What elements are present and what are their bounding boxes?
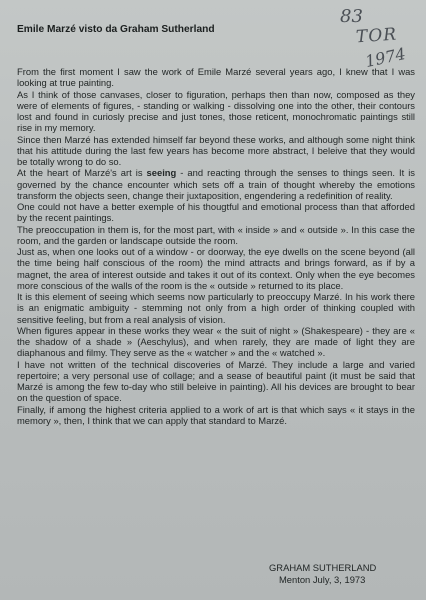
emphasis-text: seeing — [146, 167, 177, 179]
paragraph-text: The preoccupation in them is, for the most part, with « inside » and « outside ». In this case the room, and the garden or landscape outside the room. — [17, 223, 415, 246]
paragraph-text: One could not have a better exemple of his thougtful and emotional process than that afforded by the recent paintings. — [17, 201, 415, 224]
paragraph — [17, 404, 415, 427]
paragraph-text: When figures appear in these works they wear « the suit of night » (Shakespeare) - they are « the shadow of a shade » (Aeschylus), and when rarely, they are made of light they are diaphanous and filmy. They serve as the « watcher » and the « watched ». — [17, 324, 415, 359]
paragraph — [17, 89, 415, 134]
paragraph-text: Since then Marzé has extended himself far beyond these works, and although some night think that his attitude during the last few years has become more abstract, I beleive that they would be totally wrong to do so. — [17, 133, 415, 167]
handwritten-note-number: 83 — [340, 6, 363, 27]
signature-place-date: Menton July, 3, 1973 — [279, 574, 366, 585]
paragraph-text: As I think of those canvases, closer to figuration, perhaps then than now, composed as they were of elements of figures, - standing or walking - dissolving one into the other, their contours lost and found in curiosly precise and just tones, those reticent, monochromatic paintings still rise in my memory. — [17, 88, 415, 134]
paragraph — [17, 201, 415, 224]
paragraph — [17, 224, 415, 247]
handwritten-note-code: TOR — [355, 24, 398, 48]
signature-block — [269, 562, 376, 586]
paragraph — [17, 325, 415, 359]
paragraph-text: At the heart of Marzé's art is — [17, 167, 147, 179]
document-body — [17, 66, 415, 426]
paragraph — [17, 246, 415, 291]
paragraph — [17, 134, 415, 168]
signature-name: GRAHAM SUTHERLAND — [269, 562, 377, 573]
handwritten-note-year: 1974 — [363, 43, 408, 72]
paragraph-text: - and reacting through the senses to things seen. It is governed by the chance encounter which sets off a train of thought whereby the emotions transform the objects seen, change their juxtaposition, engendering a redefinition of reality. — [17, 167, 415, 201]
paragraph — [17, 291, 415, 325]
paragraph-text: Finally, if among the highest criteria applied to a work of art is that which says « it stays in the memory », then, I think that we can apply that standard to Marzé. — [17, 403, 415, 426]
paragraph-text: Just as, when one looks out of a window - or doorway, the eye dwells on the scene beyond (all the time being half conscious of the room) the mind attracts and brings forward, as if by a magnet, the area of interest outside and takes it out of its context. Only when the eye becomes more conscious of the walls of the room is the « outside » returned to its place. — [17, 246, 415, 291]
paragraph-text: From the first moment I saw the work of Emile Marzé several years ago, I knew that I was looking at true painting. — [17, 66, 415, 89]
document-title: Emile Marzé visto da Graham Sutherland — [17, 24, 215, 35]
paragraph — [17, 66, 415, 89]
paragraph-text: I have not written of the technical discoveries of Marzé. They include a large and varied repertoire; a very personal use of collage; and a sease of beautiful paint (it must be said that Marzé is among the few to-day who still beleive in painting). All his devices are brought to bear on the question of space. — [17, 358, 415, 404]
paragraph — [17, 359, 415, 404]
paragraph — [17, 167, 415, 201]
paragraph-text: It is this element of seeing which seems now particularly to preoccupy Marzé. In his work there is an enigmatic ambiguity - stemming not only from a high order of thinking coupled with sensitive feeling, but from a real analysis of vision. — [17, 291, 415, 325]
